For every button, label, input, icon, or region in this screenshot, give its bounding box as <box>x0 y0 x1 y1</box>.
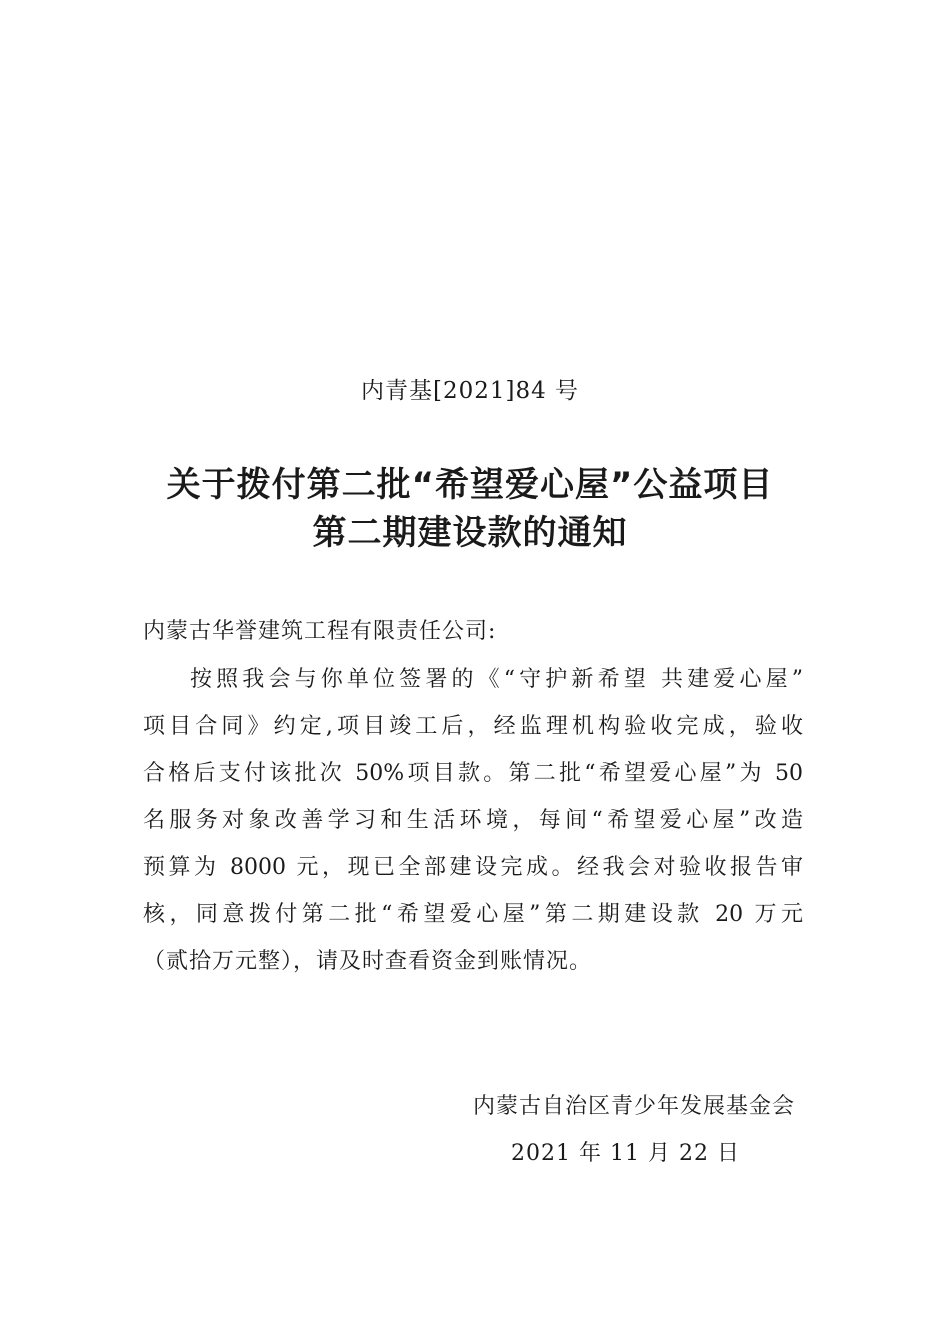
body-line: 按照我会与你单位签署的《“守护新希望 共建爱心屋” <box>190 667 803 692</box>
body-line: 合格后支付该批次 50%项目款。第二批“希望爱心屋”为 50 <box>143 761 803 786</box>
body-line: 预算为 8000 元，现已全部建设完成。经我会对验收报告审 <box>143 855 803 880</box>
salutation: 内蒙古华誉建筑工程有限责任公司: <box>143 619 497 644</box>
document-title <box>0 461 940 557</box>
title-line: 第二期建设款的通知 <box>312 513 628 553</box>
body-line: 名服务对象改善学习和生活环境，每间“希望爱心屋”改造 <box>143 808 803 833</box>
signer-organization: 内蒙古自治区青少年发展基金会 <box>472 1094 795 1119</box>
body-line: 项目合同》约定,项目竣工后，经监理机构验收完成，验收 <box>143 714 803 739</box>
issue-date: 2021 年 11 月 22 日 <box>511 1141 740 1166</box>
title-line: 关于拨付第二批“希望爱心屋”公益项目 <box>166 465 774 505</box>
document-number: 内青基[2021]84 号 <box>360 378 580 404</box>
body-paragraph <box>143 656 803 985</box>
body-line: 核，同意拨付第二批“希望爱心屋”第二期建设款 20 万元 <box>143 902 803 927</box>
body-line: （贰拾万元整），请及时查看资金到账情况。 <box>143 949 593 974</box>
